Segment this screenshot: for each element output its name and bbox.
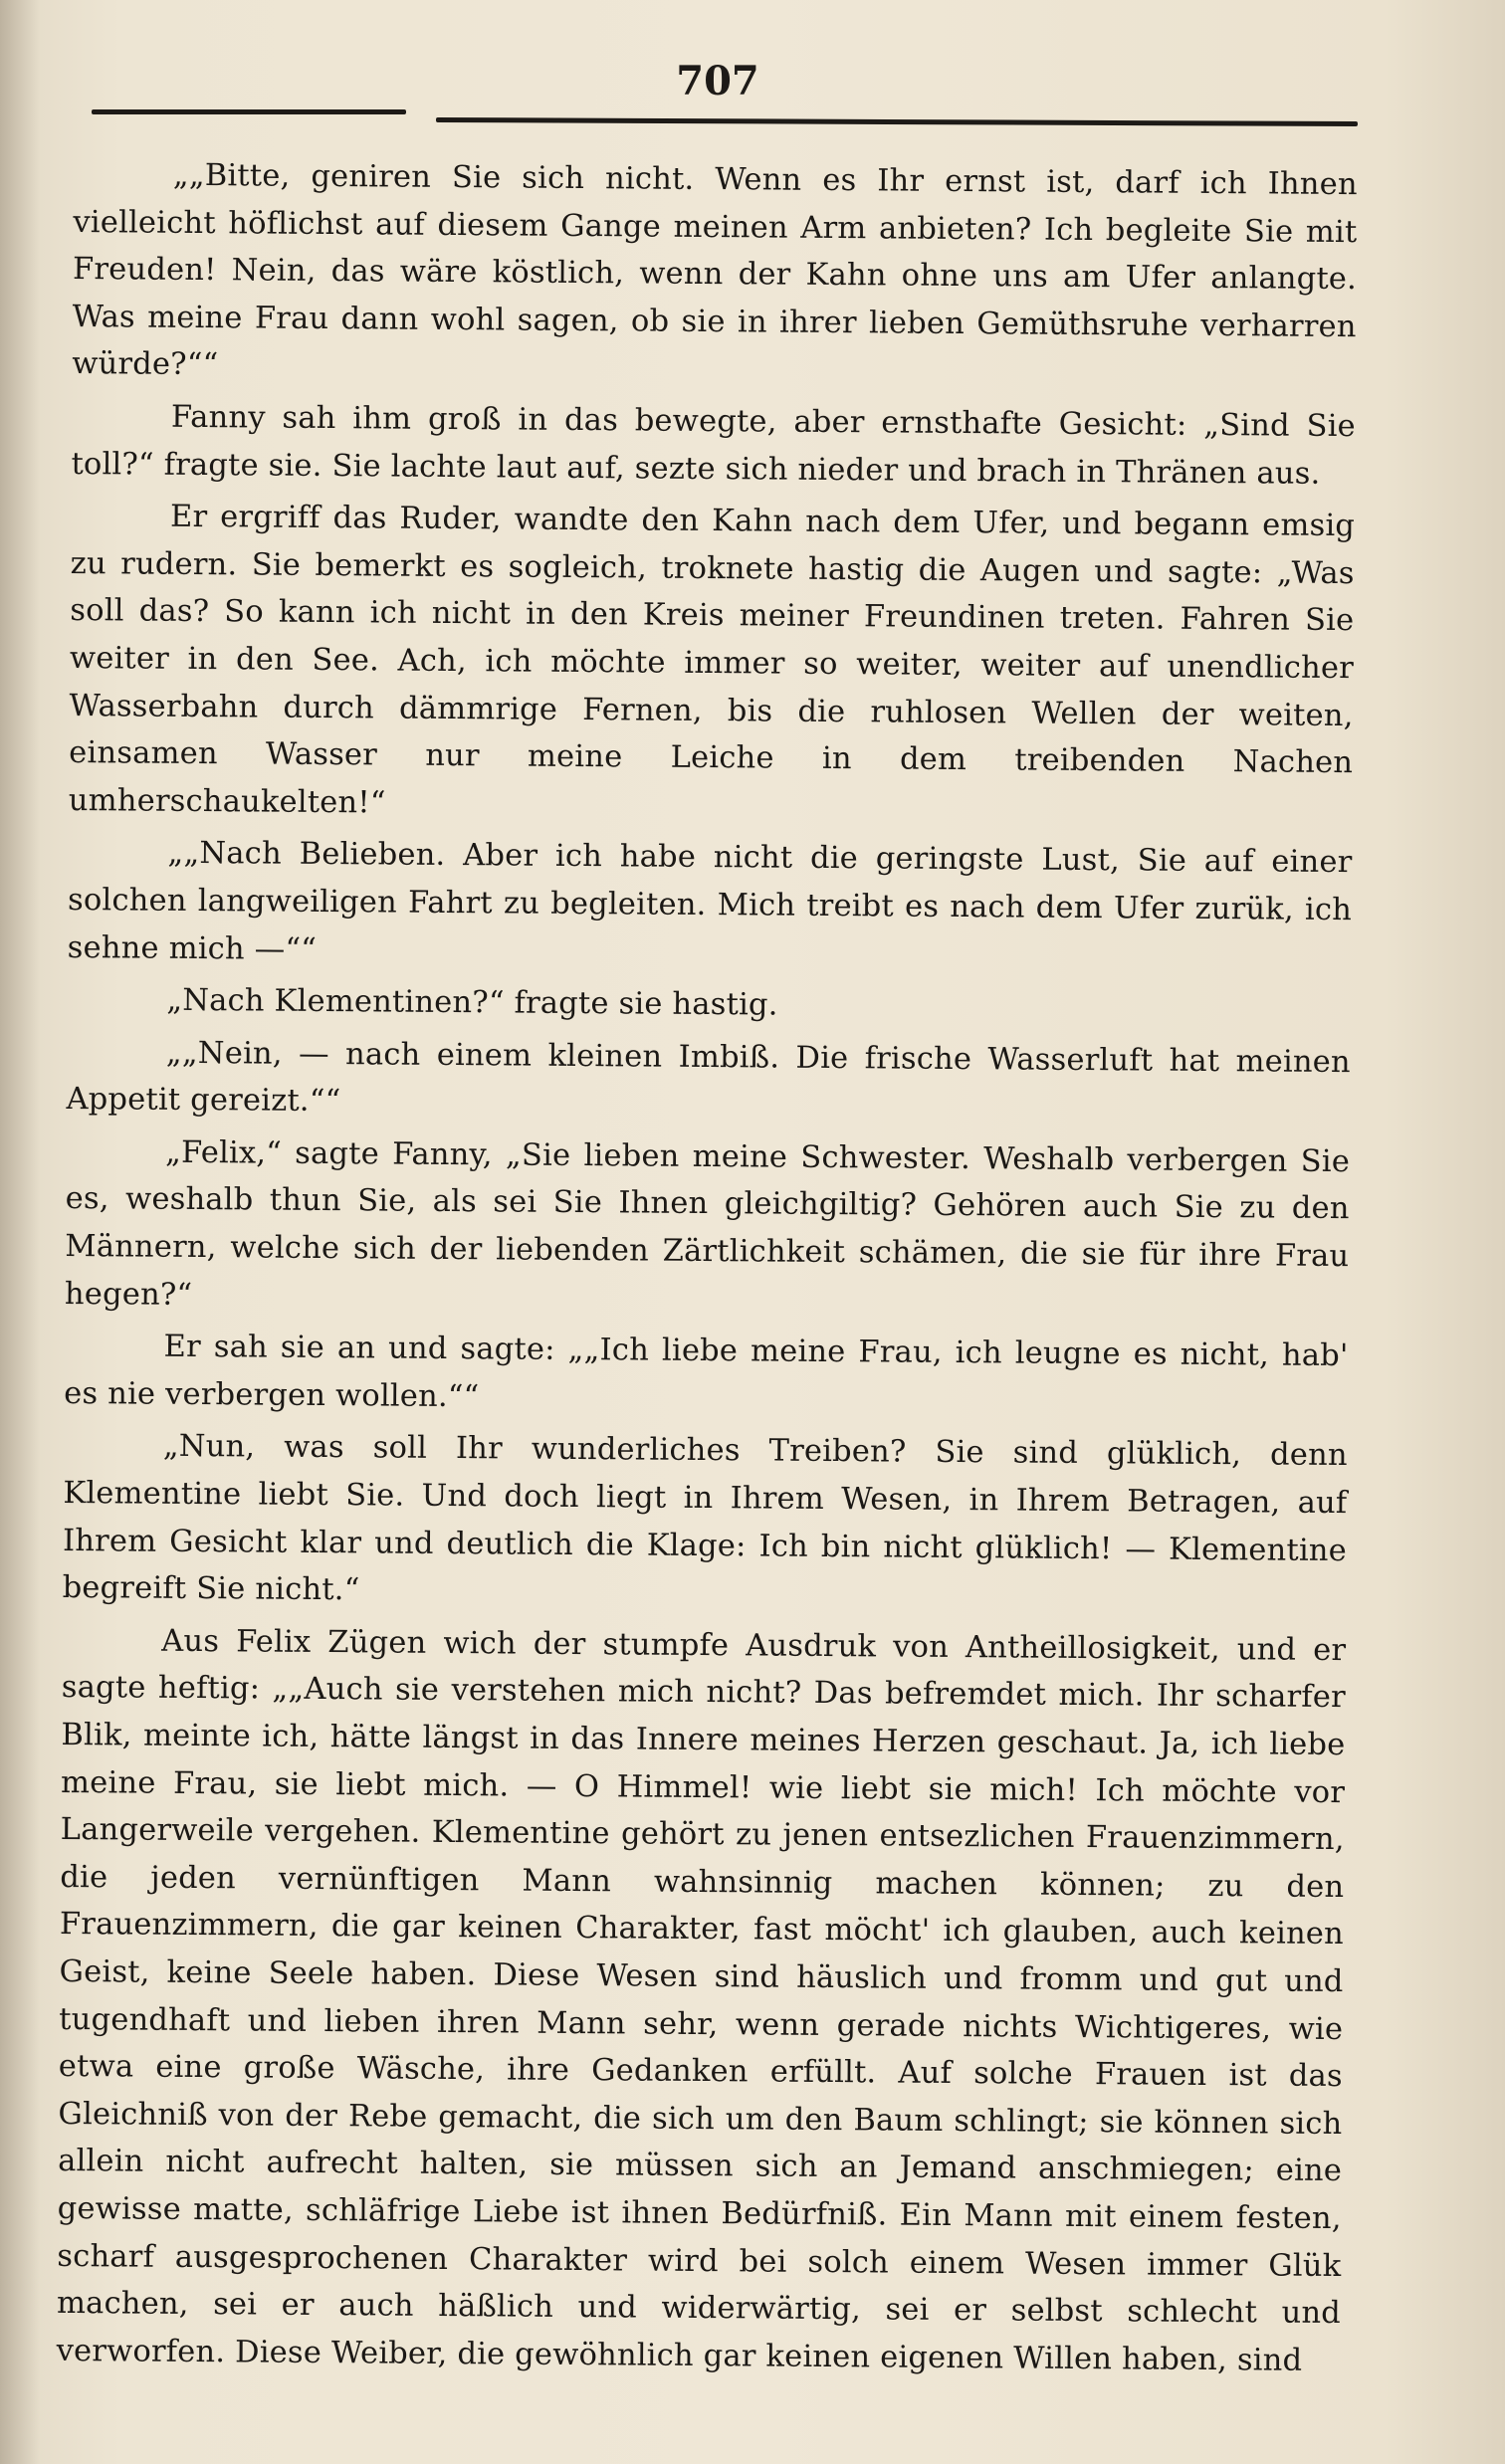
paragraph: „Felix,“ sagte Fanny, „Sie lieben meine Schwester. Weshalb verbergen Sie es, weshalb thun Sie, als sei Sie Ihnen gleichgiltig? Gehören auch Sie zu den Männern, welche sich der liebenden Zärtlichkeit schämen, die sie für ihre Frau hegen?“	[64, 1134, 1351, 1313]
paragraph: „„Bitte, geniren Sie sich nicht. Wenn es Ihr ernst ist, darf ich Ihnen vielleicht höflichst auf diesem Gange meinen Arm anbieten? Ich begleite Sie mit Freuden! Nein, das wäre köstlich, wenn der Kahn ohne uns am Ufer anlangte. Was meine Frau dann wohl sagen, ob sie in ihrer lieben Gemüthsruhe verharren würde?““	[72, 157, 1358, 383]
paragraph: „Nun, was soll Ihr wunderliches Treiben? Sie sind glüklich, denn Klementine liebt Sie. Und doch liegt in Ihrem Wesen, in Ihrem Betragen, auf Ihrem Gesicht klar und deutlich die Klage: Ich bin nicht glüklich! — Klementine begreift Sie nicht.“	[62, 1429, 1348, 1608]
header-rule-right	[436, 117, 1358, 126]
paragraph: Fanny sah ihm groß in das bewegte, aber ernsthafte Gesicht: „Sind Sie toll?“ fragte sie. Sie lachte laut auf, sezte sich nieder und brach in Thränen aus.	[71, 399, 1357, 492]
paragraph: Er sah sie an und sagte: „„Ich liebe meine Frau, ich leugne es nicht, hab' es nie verbergen wollen.““	[64, 1329, 1349, 1415]
paragraph: „„Nein, — nach einem kleinen Imbiß. Die frische Wasserluft hat meinen Appetit gereizt.““	[66, 1035, 1351, 1120]
binding-shadow	[0, 0, 40, 2464]
paragraph: „Nach Klementinen?“ fragte sie hastig.	[166, 982, 778, 1023]
body-text	[56, 151, 1358, 2389]
paragraph: Aus Felix Zügen wich der stumpfe Ausdruk von Antheillosigkeit, und er sagte heftig: „„Auch sie verstehen mich nicht? Das befremdet mich. Ihr scharfer Blik, meinte ich, hätte längst in das Innere meines Herzen geschaut. Ja, ich liebe meine Frau, sie liebt mich. — O Himmel! wie liebt sie mich! Ich möchte vor Langerweile vergehen. Klementine gehört zu jenen entsezlichen Frauenzimmern, die jeden vernünftigen Mann wahnsinnig machen können; zu den Frauenzimmern, die gar keinen Charakter, fast möcht' ich glauben, auch keinen Geist, keine Seele haben. Diese Wesen sind häuslich und fromm und gut und tugendhaft und lieben ihren Mann sehr, wenn gerade nichts Wichtigeres, wie etwa eine große Wäsche, ihre Gedanken erfüllt. Auf solche Frauen ist das Gleichniß von der Rebe gemacht, die sich um den Baum schlingt; sie können sich allein nicht aufrecht halten, sie müssen sich an Jemand anschmiegen; eine gewisse matte, schläfrige Liebe ist ihnen Bedürfniß. Ein Mann mit einem festen, scharf ausgesprochenen Charakter wird bei solch einem Wesen immer Glük machen, sei er auch häßlich und widerwärtig, sei er selbst schlecht und verworfen. Diese Weiber, die gewöhnlich gar keinen eigenen Willen haben, sind	[56, 1623, 1347, 2378]
page-number: 707	[676, 58, 759, 104]
paragraph: Er ergriff das Ruder, wandte den Kahn nach dem Ufer, und begann emsig zu rudern. Sie bemerkt es sogleich, troknete hastig die Augen und sagte: „Was soll das? So kann ich nicht in den Kreis meiner Freundinen treten. Fahren Sie weiter in den See. Ach, ich möchte immer so weiter, weiter auf unendlicher Wasserbahn durch dämmrige Fernen, bis die ruhlosen Wellen der weiten, einsamen Wasser nur meine Leiche in dem treibenden Nachen umherschaukelten!“	[68, 499, 1356, 821]
paragraph: „„Nach Belieben. Aber ich habe nicht die geringste Lust, Sie auf einer solchen langweiligen Fahrt zu begleiten. Mich treibt es nach dem Ufer zurük, ich sehne mich —““	[67, 836, 1353, 967]
header-rule-left	[92, 109, 406, 114]
